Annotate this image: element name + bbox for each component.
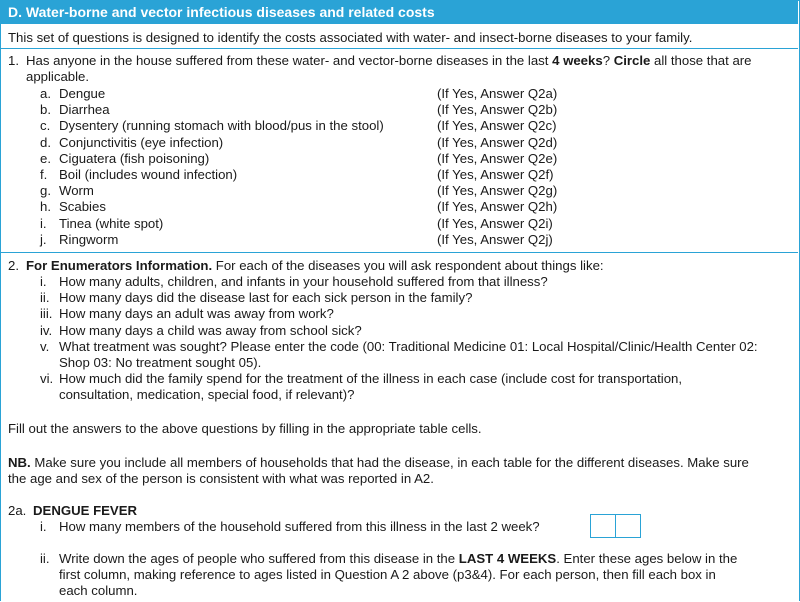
q2-item-number: ii.: [40, 290, 50, 306]
count-box-units[interactable]: [615, 514, 641, 538]
q2-number: 2.: [8, 258, 19, 273]
q2-item-text: What treatment was sought? Please enter the code (00: Traditional Medicine 01: Local Hospital/Clinic/Health Center 02:: [59, 338, 758, 354]
q2-item-number: iv.: [40, 322, 53, 338]
q2a-ii-text: Write down the ages of people who suffered from this disease in the LAST 4 WEEKS. Enter these ages below in the: [59, 551, 738, 566]
disease-followup: (If Yes, Answer Q2d): [437, 134, 558, 150]
disease-letter: c.: [40, 118, 51, 134]
q2a-ii-number: ii.: [40, 551, 50, 566]
q2-intro: For Enumerators Information. For each of the diseases you will ask respondent about things like:: [26, 258, 604, 273]
q1-question-cont: applicable.: [26, 69, 90, 84]
section-intro: This set of questions is designed to identify the costs associated with water- and insect-borne diseases to your family.: [8, 30, 693, 45]
q2a-i-text: How many members of the household suffered from this illness in the last 2 week?: [59, 519, 540, 534]
nb-note: NB. Make sure you include all members of households that had the disease, in each table for the different diseases. Make sure: [8, 455, 749, 470]
q2-item-text: How many days an adult was away from work?: [59, 306, 334, 322]
q2-item-text: How much did the family spend for the treatment of the illness in each case (include cost for transportation,: [59, 371, 683, 387]
q1-number: 1.: [8, 53, 19, 68]
disease-letter: i.: [40, 215, 47, 231]
q2a-ii-text-cont: first column, making reference to ages listed in Question A 2 above (p3&4). For each person, then fill each box in: [59, 567, 716, 582]
q2-item-number: i.: [40, 274, 47, 289]
disease-followup: (If Yes, Answer Q2b): [437, 102, 558, 118]
disease-option[interactable]: Ringworm: [59, 231, 119, 247]
q2-item-number: iii.: [40, 306, 53, 322]
q2a-title: DENGUE FEVER: [33, 503, 138, 518]
q2-item-number: vi.: [40, 371, 54, 387]
q2a-ii-text-cont: each column.: [59, 583, 138, 598]
disease-option[interactable]: Tinea (white spot): [59, 215, 164, 231]
disease-followup: (If Yes, Answer Q2f): [437, 167, 554, 182]
q2a-i-number: i.: [40, 519, 47, 534]
disease-followup: (If Yes, Answer Q2e): [437, 150, 558, 166]
disease-followup: (If Yes, Answer Q2i): [437, 215, 553, 231]
disease-followup: (If Yes, Answer Q2c): [437, 118, 557, 134]
section-header: D. Water-borne and vector infectious diseases and related costs: [0, 0, 798, 24]
disease-letter: f.: [40, 167, 48, 182]
disease-option[interactable]: Scabies: [59, 199, 106, 215]
disease-option[interactable]: Worm: [59, 183, 94, 199]
q2-item-text: How many days did the disease last for each sick person in the family?: [59, 290, 473, 306]
disease-option[interactable]: Ciguatera (fish poisoning): [59, 150, 210, 166]
count-box-tens[interactable]: [590, 514, 616, 538]
divider: [0, 252, 798, 253]
disease-option[interactable]: Dengue: [59, 86, 106, 101]
disease-option[interactable]: Diarrhea: [59, 102, 110, 118]
q2a-number: 2a.: [8, 503, 27, 518]
divider: [0, 48, 798, 49]
q2-item-text: How many adults, children, and infants in your household suffered from that illness?: [59, 274, 548, 289]
disease-option[interactable]: Conjunctivitis (eye infection): [59, 134, 224, 150]
disease-followup: (If Yes, Answer Q2a): [437, 86, 558, 101]
disease-letter: h.: [40, 199, 51, 215]
q2-item-number: v.: [40, 338, 50, 354]
nb-note-cont: the age and sex of the person is consistent with what was reported in A2.: [8, 471, 434, 486]
q2-item-text-cont: Shop 03: No treatment sought 05).: [59, 355, 262, 370]
disease-followup: (If Yes, Answer Q2g): [437, 183, 558, 199]
q2-item-text-cont: consultation, medication, special food, if relevant)?: [59, 387, 355, 403]
disease-followup: (If Yes, Answer Q2h): [437, 199, 558, 215]
disease-letter: j.: [40, 231, 47, 247]
disease-letter: g.: [40, 183, 51, 199]
disease-letter: a.: [40, 86, 51, 101]
disease-letter: e.: [40, 150, 51, 166]
q1-question: Has anyone in the house suffered from these water- and vector-borne diseases in the last 4 weeks? Circle all those that are: [26, 53, 752, 68]
disease-letter: d.: [40, 134, 51, 150]
disease-followup: (If Yes, Answer Q2j): [437, 231, 553, 247]
fill-out-instruction: Fill out the answers to the above questions by filling in the appropriate table cells.: [8, 421, 482, 436]
q2-item-text: How many days a child was away from school sick?: [59, 322, 362, 338]
disease-option[interactable]: Dysentery (running stomach with blood/pus in the stool): [59, 118, 384, 134]
disease-letter: b.: [40, 102, 51, 118]
disease-option[interactable]: Boil (includes wound infection): [59, 167, 238, 182]
